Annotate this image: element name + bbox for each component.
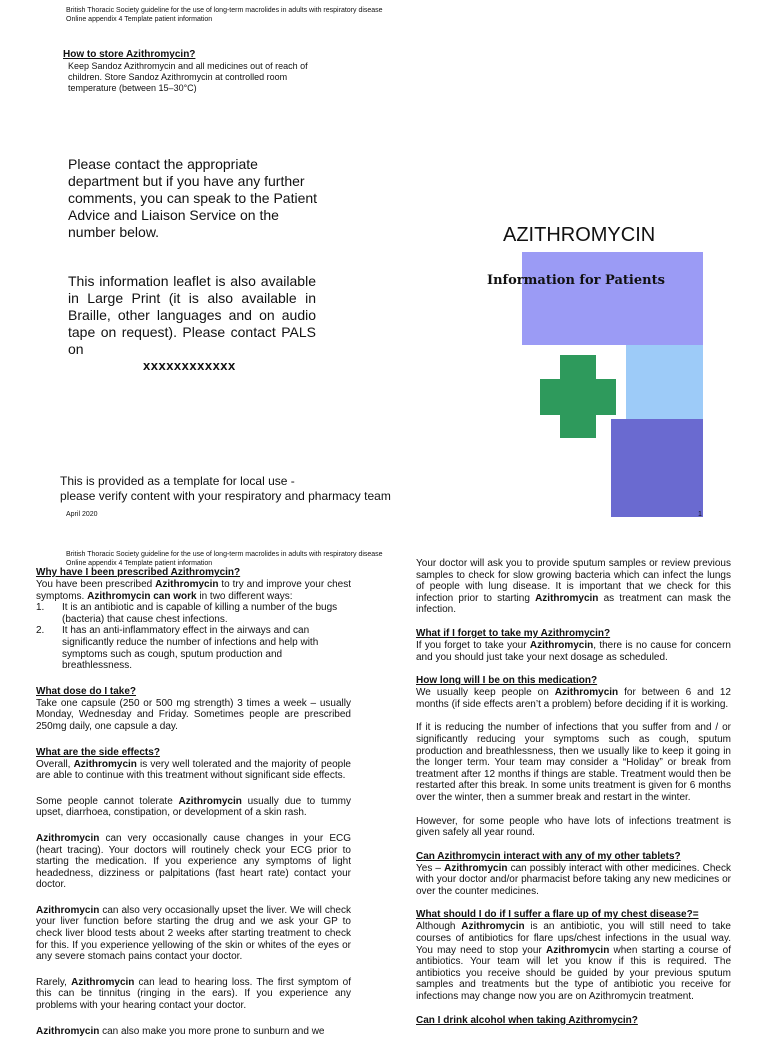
q3-a1: Overall, — [36, 758, 74, 770]
q3-a3: is very well tolerated and the majority of people are able to continue with this treatment without significant side effects. — [36, 758, 351, 782]
page2-header-line2: Online appendix 4 Template patient information — [66, 560, 213, 567]
q4b: Azithromycin — [529, 639, 594, 651]
store-text: Keep Sandoz Azithromycin and all medicines out of reach of children. Store Sandoz Azithromycin at controlled room temperature (between 15–30°C) — [68, 61, 308, 93]
date: April 2020 — [66, 511, 98, 518]
pals-number: xxxxxxxxxxxx — [143, 358, 236, 373]
q6c: can possibly interact with other medicines. Check with your doctor and/or pharmacist before taking any new medicines or over the counter medicines. — [416, 862, 731, 897]
q3-c2: can very occasionally cause changes in your ECG (heart tracing). Your doctors will routinely check your ECG prior to starting the medication. If you experience any symptoms of light headedness, dizziness or palpitations (fast heart rate) contact your doctor. — [36, 832, 351, 891]
item2-num: 2. — [36, 625, 45, 637]
item1-num: 1. — [36, 602, 45, 614]
q7-heading: What should I do if I suffer a flare up of my chest disease?= — [416, 909, 699, 921]
lavender-block — [522, 252, 703, 345]
q3-d1: Azithromycin — [36, 904, 100, 916]
page-number: 1 — [698, 511, 702, 518]
q3-e1: Rarely, — [36, 976, 72, 988]
q3-f2: can also make you more prone to sunburn and we — [99, 1025, 325, 1037]
q6b: Azithromycin — [444, 862, 508, 874]
template-note — [60, 474, 391, 504]
page1-header-line1: British Thoracic Society guideline for the use of long-term macrolides in adults with respiratory disease — [66, 7, 383, 14]
q5b: Azithromycin — [554, 687, 619, 699]
q1-intro-b: Azithromycin — [155, 579, 219, 590]
q2-heading: What dose do I take? — [36, 685, 137, 697]
q8-heading: Can I drink alcohol when taking Azithromycin? — [416, 1014, 638, 1026]
contact-text: Please contact the appropriate department but if you have any further comments, you can speak to the Patient Advice and Liaison Service on the number below. — [68, 156, 318, 240]
q7e: when starting a course of antibiotics. Your team will let you know if this is required. The antibiotics you receive should be guided by your previous sputum samples and treatments but the type of antibiotic you receive for infections may change now you are on Azithromycin treatment. — [416, 944, 731, 1003]
q3-b1: Some people cannot tolerate — [36, 795, 179, 807]
page1-header-line2: Online appendix 4 Template patient information — [66, 16, 213, 23]
storage-section — [63, 49, 333, 94]
green-cross-icon — [540, 355, 616, 438]
q2-text: Take one capsule (250 or 500 mg strength) 3 times a week – usually Monday, Wednesday and Friday. Sometimes people are prescribed 250mg daily, one capsule a day. — [36, 697, 351, 732]
q1-intro-c: to try and improve your chest symptoms. — [36, 579, 351, 602]
q5d: If it is reducing the number of infections that you suffer from and / or significantly reducing your symptoms such as cough, sputum production and breathlessness, then we usually like to keep it going in the longer term. Your team may consider a “Holiday” or break from treatment after 12 months if things are stable. Treatment would then be restarted after this break. In some units treatment is given for 6 months over the winter, then a summer break and restart in the winter. — [416, 722, 731, 803]
q3-f1: Azithromycin — [36, 1025, 100, 1037]
drug-title: AZITHROMYCIN — [503, 224, 656, 246]
leaflet-text: This information leaflet is also available in Large Print (it is also available in Braille, other languages and on audio tape on request). Please contact PALS on — [68, 273, 316, 357]
q5e: However, for some people who have lots of infections treatment is given safely all year round. — [416, 815, 731, 839]
q3-heading: What are the side effects? — [36, 746, 160, 758]
q1-intro-d: Azithromycin can work — [87, 590, 197, 602]
q3-b3: usually due to tummy upset, diarrhoea, constipation, or development of a skin rash. — [36, 795, 351, 819]
light-blue-block — [626, 345, 703, 419]
q3-e3: can lead to hearing loss. The first symptom of this can be tinnitus (ringing in the ears). If you experience any problems with your hearing contact your doctor. — [36, 976, 351, 1012]
patients-title: Information for Patients — [487, 273, 665, 288]
q6a: Yes – — [416, 862, 445, 874]
list-item — [36, 602, 351, 625]
q1-intro-e: in two different ways: — [196, 590, 293, 602]
q7c: is an antibiotic, you will still need to take courses of antibiotics for flare ups/chest infections in the usual way. You may need to stop your — [416, 921, 731, 956]
page2-right-column — [416, 558, 731, 1027]
q5a: We usually keep people on — [416, 687, 555, 699]
q6-heading: Can Azithromycin interact with any of my other tablets? — [416, 850, 681, 862]
q3-b2: Azithromycin — [178, 795, 242, 807]
page2-header-line1: British Thoracic Society guideline for the use of long-term macrolides in adults with respiratory disease — [66, 551, 383, 558]
purple-block — [611, 419, 703, 517]
list-item — [36, 625, 351, 671]
q7a: Although — [416, 921, 462, 933]
template-line2: please verify content with your respiratory and pharmacy team — [60, 489, 391, 503]
page2-header — [66, 550, 426, 568]
q3-e2: Azithromycin — [71, 976, 135, 988]
page1-header — [66, 6, 426, 24]
q3-c1: Azithromycin — [36, 832, 100, 844]
item1-text: It is an antibiotic and is capable of killing a number of the bugs (bacteria) that cause chest infections. — [62, 602, 338, 625]
q7d: Azithromycin — [545, 944, 610, 956]
q1-heading: Why have I been prescribed Azithromycin? — [36, 567, 241, 578]
q4a: If you forget to take your — [416, 639, 530, 651]
template-line1: This is provided as a template for local use - — [60, 474, 295, 488]
q5-heading: How long will I be on this medication? — [416, 675, 598, 687]
p1b: Azithromycin — [535, 592, 599, 604]
p1c: as treatment can mask the infection. — [416, 592, 731, 616]
q3-a2: Azithromycin — [73, 758, 137, 770]
page2-left-column — [36, 567, 351, 1046]
q1-intro-a: You have been prescribed — [36, 579, 156, 590]
q3-d2: can also very occasionally upset the liver. We will check your liver function before starting the drug and we ask your GP to check liver blood tests about 2 weeks after starting treatment to check for this. If you experience yellowing of the skin or whites of the eyes or any severe stomach pains contact your doctor. — [36, 904, 351, 963]
q5c: for between 6 and 12 months (if side effects aren’t a problem) before deciding if it is working. — [416, 687, 731, 710]
store-heading: How to store Azithromycin? — [63, 49, 196, 60]
q4-heading: What if I forget to take my Azithromycin? — [416, 627, 611, 639]
q7b: Azithromycin — [461, 921, 525, 933]
p1a: Your doctor will ask you to provide sputum samples or review previous samples to check for slow growing bacteria which can infect the lungs of people with lung disease. It is important that we check for this infection prior to starting — [416, 558, 731, 604]
q4c: , there is no cause for concern and you should just take your next dosage as scheduled. — [416, 639, 731, 663]
item2-text: It has an anti-inflammatory effect in the airways and can significantly reduce the number of infections and help with symptoms such as cough, sputum production and breathlessness. — [62, 625, 319, 672]
